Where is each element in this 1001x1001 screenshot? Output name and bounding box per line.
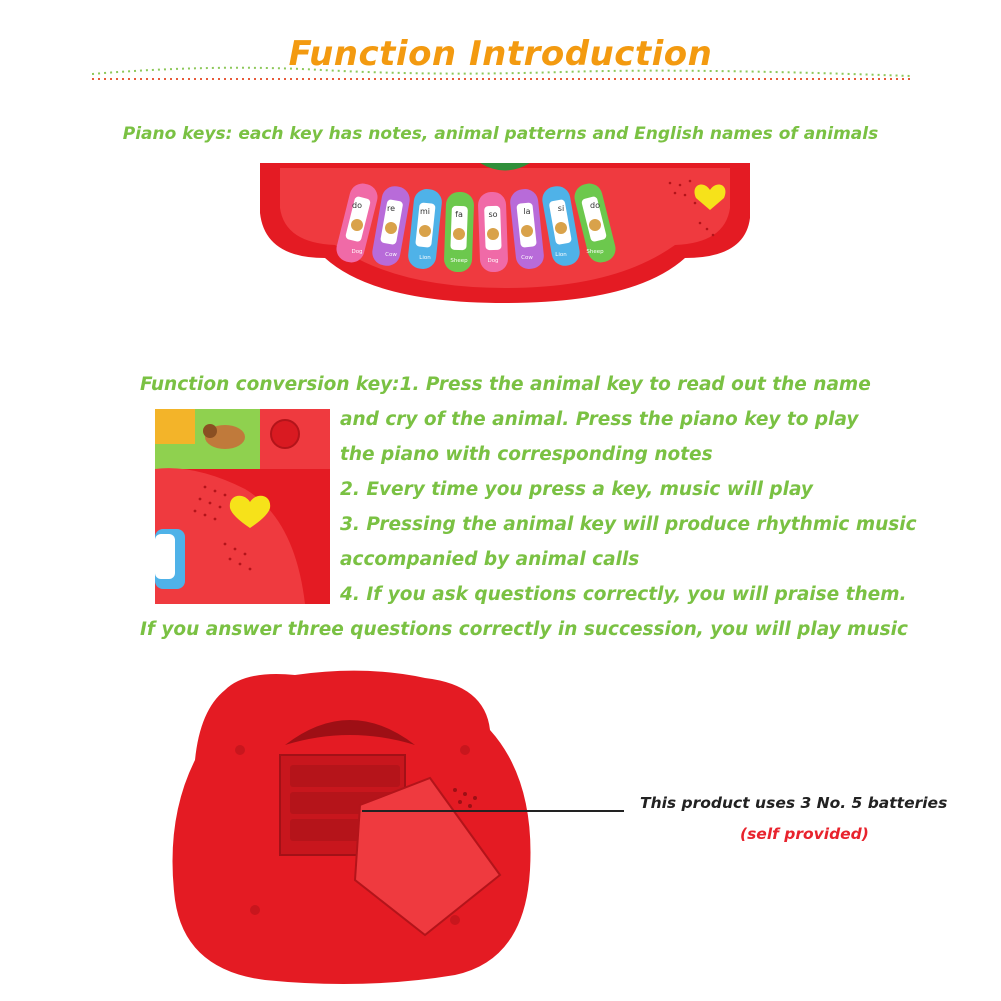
piano-key-note: so [488, 210, 498, 219]
piano-key [478, 192, 509, 273]
function-line-3: the piano with corresponding notes [340, 444, 713, 465]
piano-toy-image [255, 163, 755, 313]
piano-key-animal: Cow [521, 255, 533, 261]
piano-key [444, 192, 475, 273]
dotted-divider [92, 62, 910, 86]
piano-key-animal: Dog [487, 258, 499, 264]
piano-key-animal: Cow [385, 252, 397, 258]
function-line-7: 4. If you ask questions correctly, you will praise them. [340, 584, 907, 605]
piano-key-animal: Lion [555, 252, 567, 258]
function-line-1: Function conversion key:1. Press the animal key to read out the name [140, 374, 871, 395]
piano-key-note: do [352, 201, 362, 210]
piano-key-note: la [523, 207, 531, 216]
piano-key-note: mi [419, 207, 431, 216]
toy-back-battery-image [165, 670, 540, 990]
piano-key-animal: Sheep [586, 249, 604, 255]
page-title: Function Introduction [288, 34, 713, 74]
piano-key-note: do [590, 201, 600, 210]
battery-pointer-line [362, 810, 624, 812]
piano-key-animal: Dog [351, 249, 363, 255]
function-key-closeup-image [155, 409, 330, 604]
function-line-6: accompanied by animal calls [340, 549, 640, 570]
piano-key-note: fa [455, 210, 463, 219]
self-provided-note: (self provided) [740, 825, 869, 843]
function-line-5: 3. Pressing the animal key will produce rhythmic music [340, 514, 917, 535]
function-line-8: If you answer three questions correctly in succession, you will play music [140, 619, 908, 640]
piano-key-animal: Sheep [450, 258, 468, 264]
piano-key-animal: Lion [419, 255, 431, 261]
piano-key-note: re [386, 204, 396, 213]
piano-caption: Piano keys: each key has notes, animal patterns and English names of animals [122, 124, 879, 144]
function-line-4: 2. Every time you press a key, music will play [340, 479, 813, 500]
battery-note: This product uses 3 No. 5 batteries [640, 794, 948, 812]
function-line-2: and cry of the animal. Press the piano key to play [340, 409, 859, 430]
piano-key-note: si [557, 204, 565, 213]
